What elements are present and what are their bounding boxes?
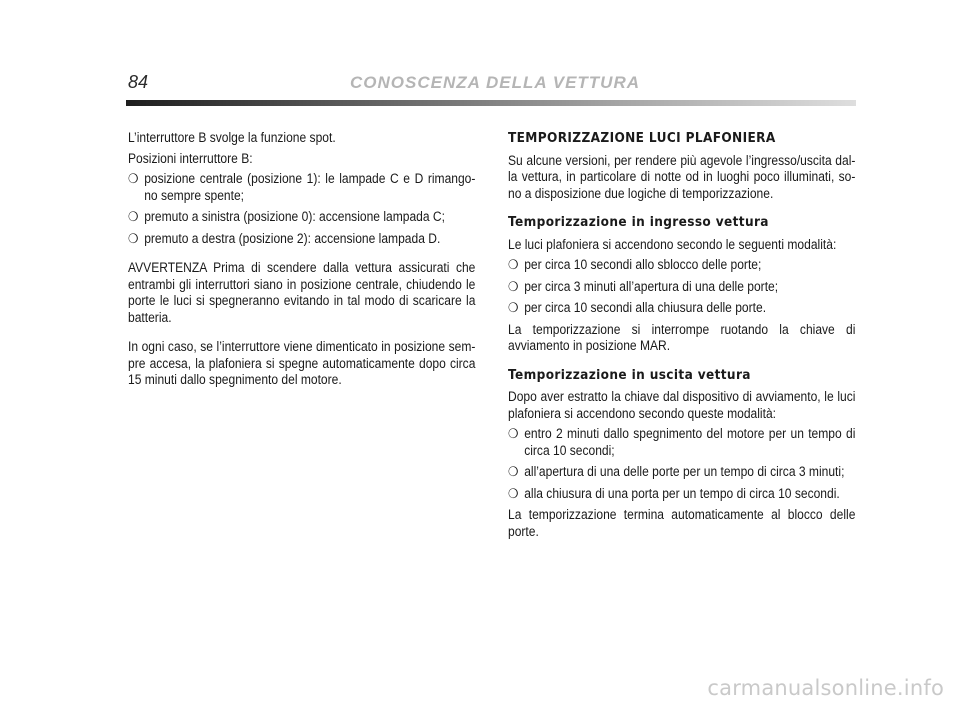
- list-item: [508, 426, 855, 459]
- list-item: [128, 171, 475, 204]
- list-item-text: per circa 10 secondi allo sblocco delle porte;: [524, 257, 762, 272]
- page-header: [128, 72, 858, 94]
- right-column: [508, 130, 855, 544]
- paragraph: L’interruttore B svolge la funzione spot.: [128, 130, 336, 145]
- list-item-text: per circa 3 minuti all’apertura di una delle porte;: [524, 278, 779, 294]
- bullet-list: [508, 426, 855, 502]
- circle-bullet-icon: ❍: [508, 485, 519, 501]
- list-item-text: premuto a destra (posizione 2): accensione lampada D.: [144, 230, 441, 246]
- circle-bullet-icon: ❍: [508, 300, 519, 315]
- list-item: [508, 300, 855, 317]
- paragraph: In ogni caso, se l’interruttore viene dimenticato in posizione sem-pre accesa, la plafoniera si spegne automaticamente dopo circa 15 minuti dallo spegnimento del motore.: [128, 339, 476, 387]
- list-item-text: all’apertura di una delle porte per un tempo di circa 3 minuti;: [524, 464, 845, 479]
- circle-bullet-icon: ❍: [508, 464, 519, 479]
- paragraph: Posizioni interruttore B:: [128, 150, 253, 166]
- page-number: 84: [128, 72, 149, 92]
- subsection-heading: Temporizzazione in ingresso vettura: [508, 214, 769, 230]
- circle-bullet-icon: ❍: [508, 278, 519, 294]
- left-column: [128, 130, 475, 393]
- list-item: [128, 209, 475, 226]
- circle-bullet-icon: ❍: [128, 209, 139, 224]
- bullet-list: [128, 171, 475, 247]
- list-item: [508, 486, 855, 503]
- list-item: [128, 231, 475, 248]
- circle-bullet-icon: ❍: [128, 230, 139, 246]
- paragraph: Le luci plafoniera si accendono secondo le seguenti modalità:: [508, 236, 837, 252]
- list-item-text: premuto a sinistra (posizione 0): accensione lampada C;: [144, 209, 445, 224]
- list-item-text: alla chiusura di una porta per un tempo di circa 10 secondi.: [524, 485, 840, 501]
- paragraph: Su alcune versioni, per rendere più agevole l’ingresso/uscita dal-la vettura, in particolare di notte od in luoghi poco illuminati, so-no a disposizione due logiche di temporizzazione.: [508, 152, 856, 201]
- list-item-text: per circa 10 secondi alla chiusura delle porte.: [524, 300, 767, 315]
- list-item: [508, 464, 855, 481]
- list-item: [508, 279, 855, 296]
- list-item: [508, 257, 855, 274]
- circle-bullet-icon: ❍: [508, 426, 519, 441]
- subsection-heading: Temporizzazione in uscita vettura: [508, 366, 751, 383]
- circle-bullet-icon: ❍: [508, 257, 519, 272]
- warning-paragraph: AVVERTENZA Prima di scendere dalla vettura assicurati che entrambi gli interruttori siano in posizione centrale, chiudendo le porte le luci si spegneranno evitando in tal modo di scaricare la batteria.: [128, 260, 476, 325]
- running-title: CONOSCENZA DELLA VETTURA: [350, 73, 641, 92]
- list-item-text: posizione centrale (posizione 1): le lampade C e D rimango-no sempre spente;: [144, 171, 476, 203]
- circle-bullet-icon: ❍: [128, 171, 139, 186]
- paragraph: La temporizzazione si interrompe ruotando la chiave di avviamento in posizione MAR.: [508, 321, 856, 353]
- bullet-list: [508, 257, 855, 317]
- watermark: carmanualsonline.info: [707, 676, 944, 700]
- paragraph: La temporizzazione termina automaticamente al blocco delle porte.: [508, 507, 856, 539]
- header-rule: [126, 100, 856, 106]
- list-item-text: entro 2 minuti dallo spegnimento del motore per un tempo di circa 10 secondi;: [524, 426, 856, 458]
- paragraph: Dopo aver estratto la chiave dal dispositivo di avviamento, le luci plafoniera si accendono secondo queste modalità:: [508, 389, 856, 421]
- section-heading: TEMPORIZZAZIONE LUCI PLAFONIERA: [508, 130, 776, 146]
